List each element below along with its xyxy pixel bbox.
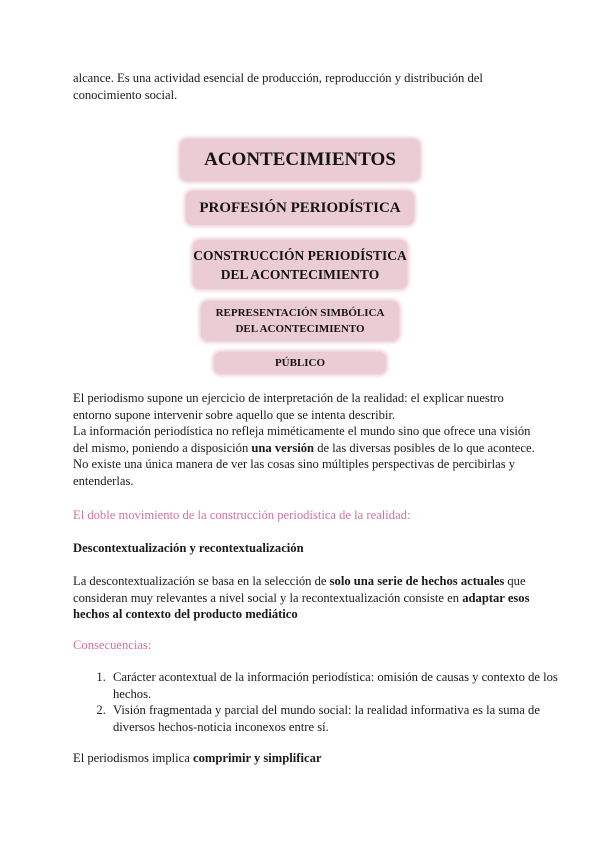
final-text: El periodismos implica xyxy=(73,751,193,765)
diagram-level-label: CONSTRUCCIÓN PERIODÍSTICA xyxy=(193,247,407,263)
para2-bold-a: solo una serie de hechos actuales xyxy=(329,574,505,588)
diagram-level-label: PROFESIÓN PERIODÍSTICA xyxy=(199,199,401,216)
descontextualizacion-paragraph xyxy=(73,573,538,623)
para2-text-b: que consideran muy relevantes a nivel social y la recontextualización consiste en xyxy=(73,574,526,605)
list-item: 1. Carácter acontextual de la información periodística: omisión de causas y contexto de los hechos. xyxy=(109,669,559,702)
final-paragraph xyxy=(73,750,533,767)
diagram-level-label: REPRESENTACIÓN SIMBÓLICA xyxy=(215,307,385,319)
intro-paragraph xyxy=(73,70,533,103)
final-bold: comprimir y simplificar xyxy=(192,751,322,765)
interpretation-paragraph xyxy=(73,390,538,489)
intro-line-2: conocimiento social. xyxy=(73,87,178,102)
diagram-level-label: ACONTECIMIENTOS xyxy=(204,149,396,170)
diagram-level-label-2: DEL ACONTECIMIENTO xyxy=(220,266,380,282)
diagram-level-publico xyxy=(214,352,386,374)
para1-sentence-b: La información periodística no refleja miméticamente el mundo sino que ofrece una visión del mismo, poniendo a disposición xyxy=(73,424,531,455)
subheading-descontextualizacion: Descontextualización y recontextualización xyxy=(73,541,304,555)
diagram-level-label-2: DEL ACONTECIMIENTO xyxy=(235,323,365,335)
para1-sentence-a: El periodismo supone un ejercicio de interpretación de la realidad: el explicar nuestro entorno supone intervenir sobre aquello que se intenta describir. xyxy=(73,391,504,422)
para1-sentence-c: de las diversas posibles de lo que acontece. No existe una única manera de ver las cosas sino múltiples perspectivas de percibirlas y entenderlas. xyxy=(73,440,535,488)
consequences-list xyxy=(73,669,559,735)
section-heading-doble-movimiento: El doble movimiento de la construcción periodística de la realidad: xyxy=(73,508,411,522)
diagram-level-acontecimientos xyxy=(180,139,420,181)
diagram-level-representacion xyxy=(201,301,399,341)
para1-bold-version: una versión xyxy=(251,440,315,455)
section-heading-consecuencias: Consecuencias: xyxy=(73,638,152,652)
list-item: 2. Visión fragmentada y parcial del mundo social: la realidad informativa es la suma de diversos hechos-noticia inconexos entre sí. xyxy=(109,702,559,735)
diagram-level-label: PÚBLICO xyxy=(274,357,326,369)
diagram-level-construccion xyxy=(193,240,407,289)
intro-line-1: alcance. Es una actividad esencial de producción, reproducción y distribución del xyxy=(73,71,483,85)
para2-text-a: La descontextualización se basa en la selección de xyxy=(73,574,330,588)
para2-bold-b: adaptar esos hechos al contexto del producto mediático xyxy=(73,590,530,621)
diagram-level-profesion xyxy=(186,191,414,225)
